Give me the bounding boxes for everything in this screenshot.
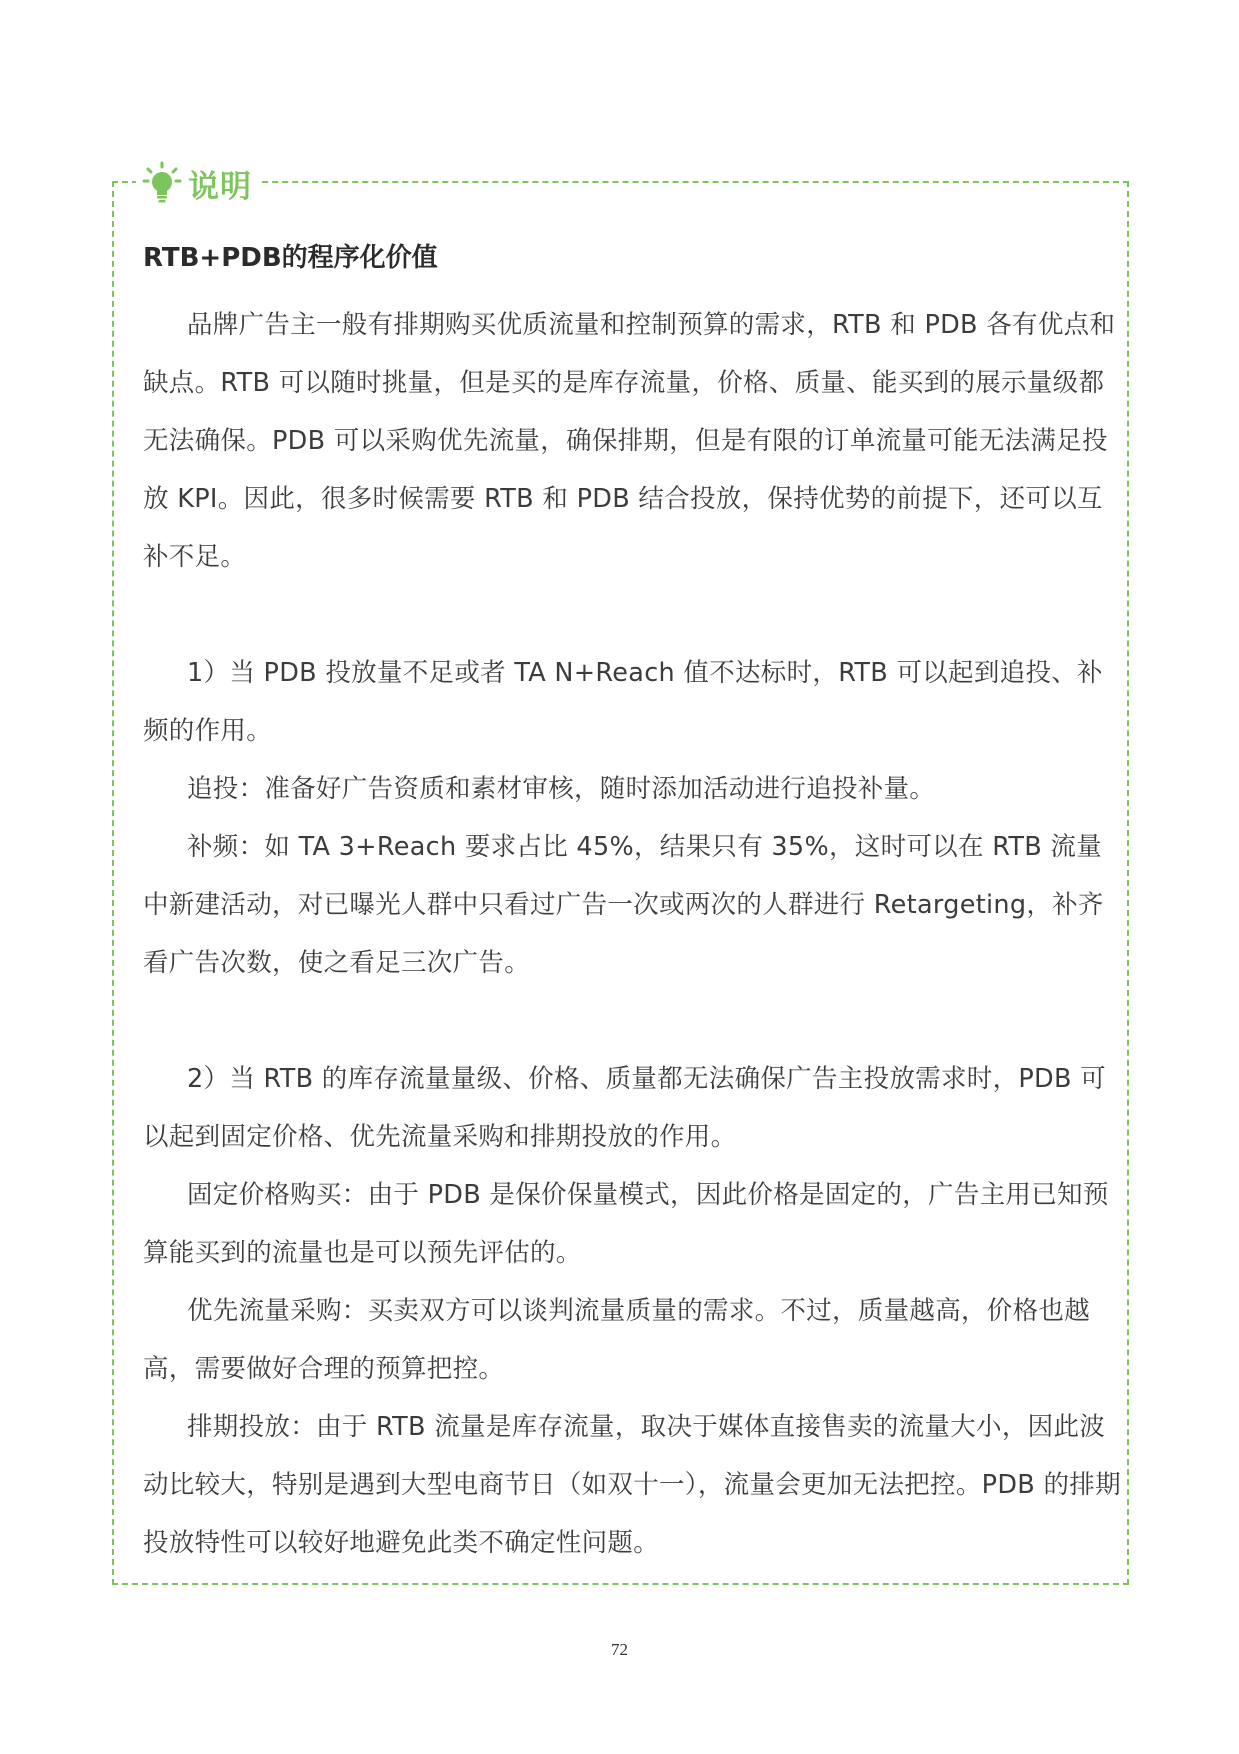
spacer <box>143 992 1121 1050</box>
section-title: RTB+PDB的程序化价值 <box>143 243 438 273</box>
paragraph-point-2: 2）当 RTB 的库存流量量级、价格、质量都无法确保广告主投放需求时，PDB 可以起到固定价格、优先流量采购和排期投放的作用。 <box>143 1064 1106 1152</box>
paragraph-scheduled-delivery: 排期投放：由于 RTB 流量是库存流量，取决于媒体直接售卖的流量大小，因此波动比较大，特别是遇到大型电商节日（如双十一），流量会更加无法把控。PDB 的排期投放特性可以较好地避免此类不确定性问题。 <box>143 1412 1121 1558</box>
paragraph-intro: 品牌广告主一般有排期购买优质流量和控制预算的需求，RTB 和 PDB 各有优点和缺点。RTB 可以随时挑量，但是买的是库存流量，价格、质量、能买到的展示量级都无法确保。PDB 可以采购优先流量，确保排期，但是有限的订单流量可能无法满足投放 KPI。因此，很多时候需要 RTB 和 PDB 结合投放，保持优势的前提下，还可以互补不足。 <box>143 310 1116 572</box>
paragraph-point-1: 1）当 PDB 投放量不足或者 TA N+Reach 值不达标时，RTB 可以起到追投、补频的作用。 <box>143 658 1103 746</box>
paragraph-priority-traffic: 优先流量采购：买卖双方可以谈判流量质量的需求。不过，质量越高，价格也越高，需要做好合理的预算把控。 <box>143 1296 1091 1384</box>
lightbulb-icon <box>142 161 182 205</box>
paragraph-follow-up-delivery: 追投：准备好广告资质和素材审核，随时添加活动进行追投补量。 <box>187 774 936 804</box>
note-header <box>136 160 262 206</box>
spacer <box>143 586 1121 644</box>
note-label: 说明 <box>188 168 252 205</box>
paragraph-frequency-supplement: 补频：如 TA 3+Reach 要求占比 45%，结果只有 35%，这时可以在 RTB 流量中新建活动，对已曝光人群中只看过广告一次或两次的人群进行 Retargeting，补齐看广告次数，使之看足三次广告。 <box>143 832 1104 978</box>
paragraph-fixed-price: 固定价格购买：由于 PDB 是保价保量模式，因此价格是固定的，广告主用已知预算能买到的流量也是可以预先评估的。 <box>143 1180 1109 1268</box>
note-content <box>143 238 1121 1572</box>
page-number: 72 <box>611 1640 628 1659</box>
